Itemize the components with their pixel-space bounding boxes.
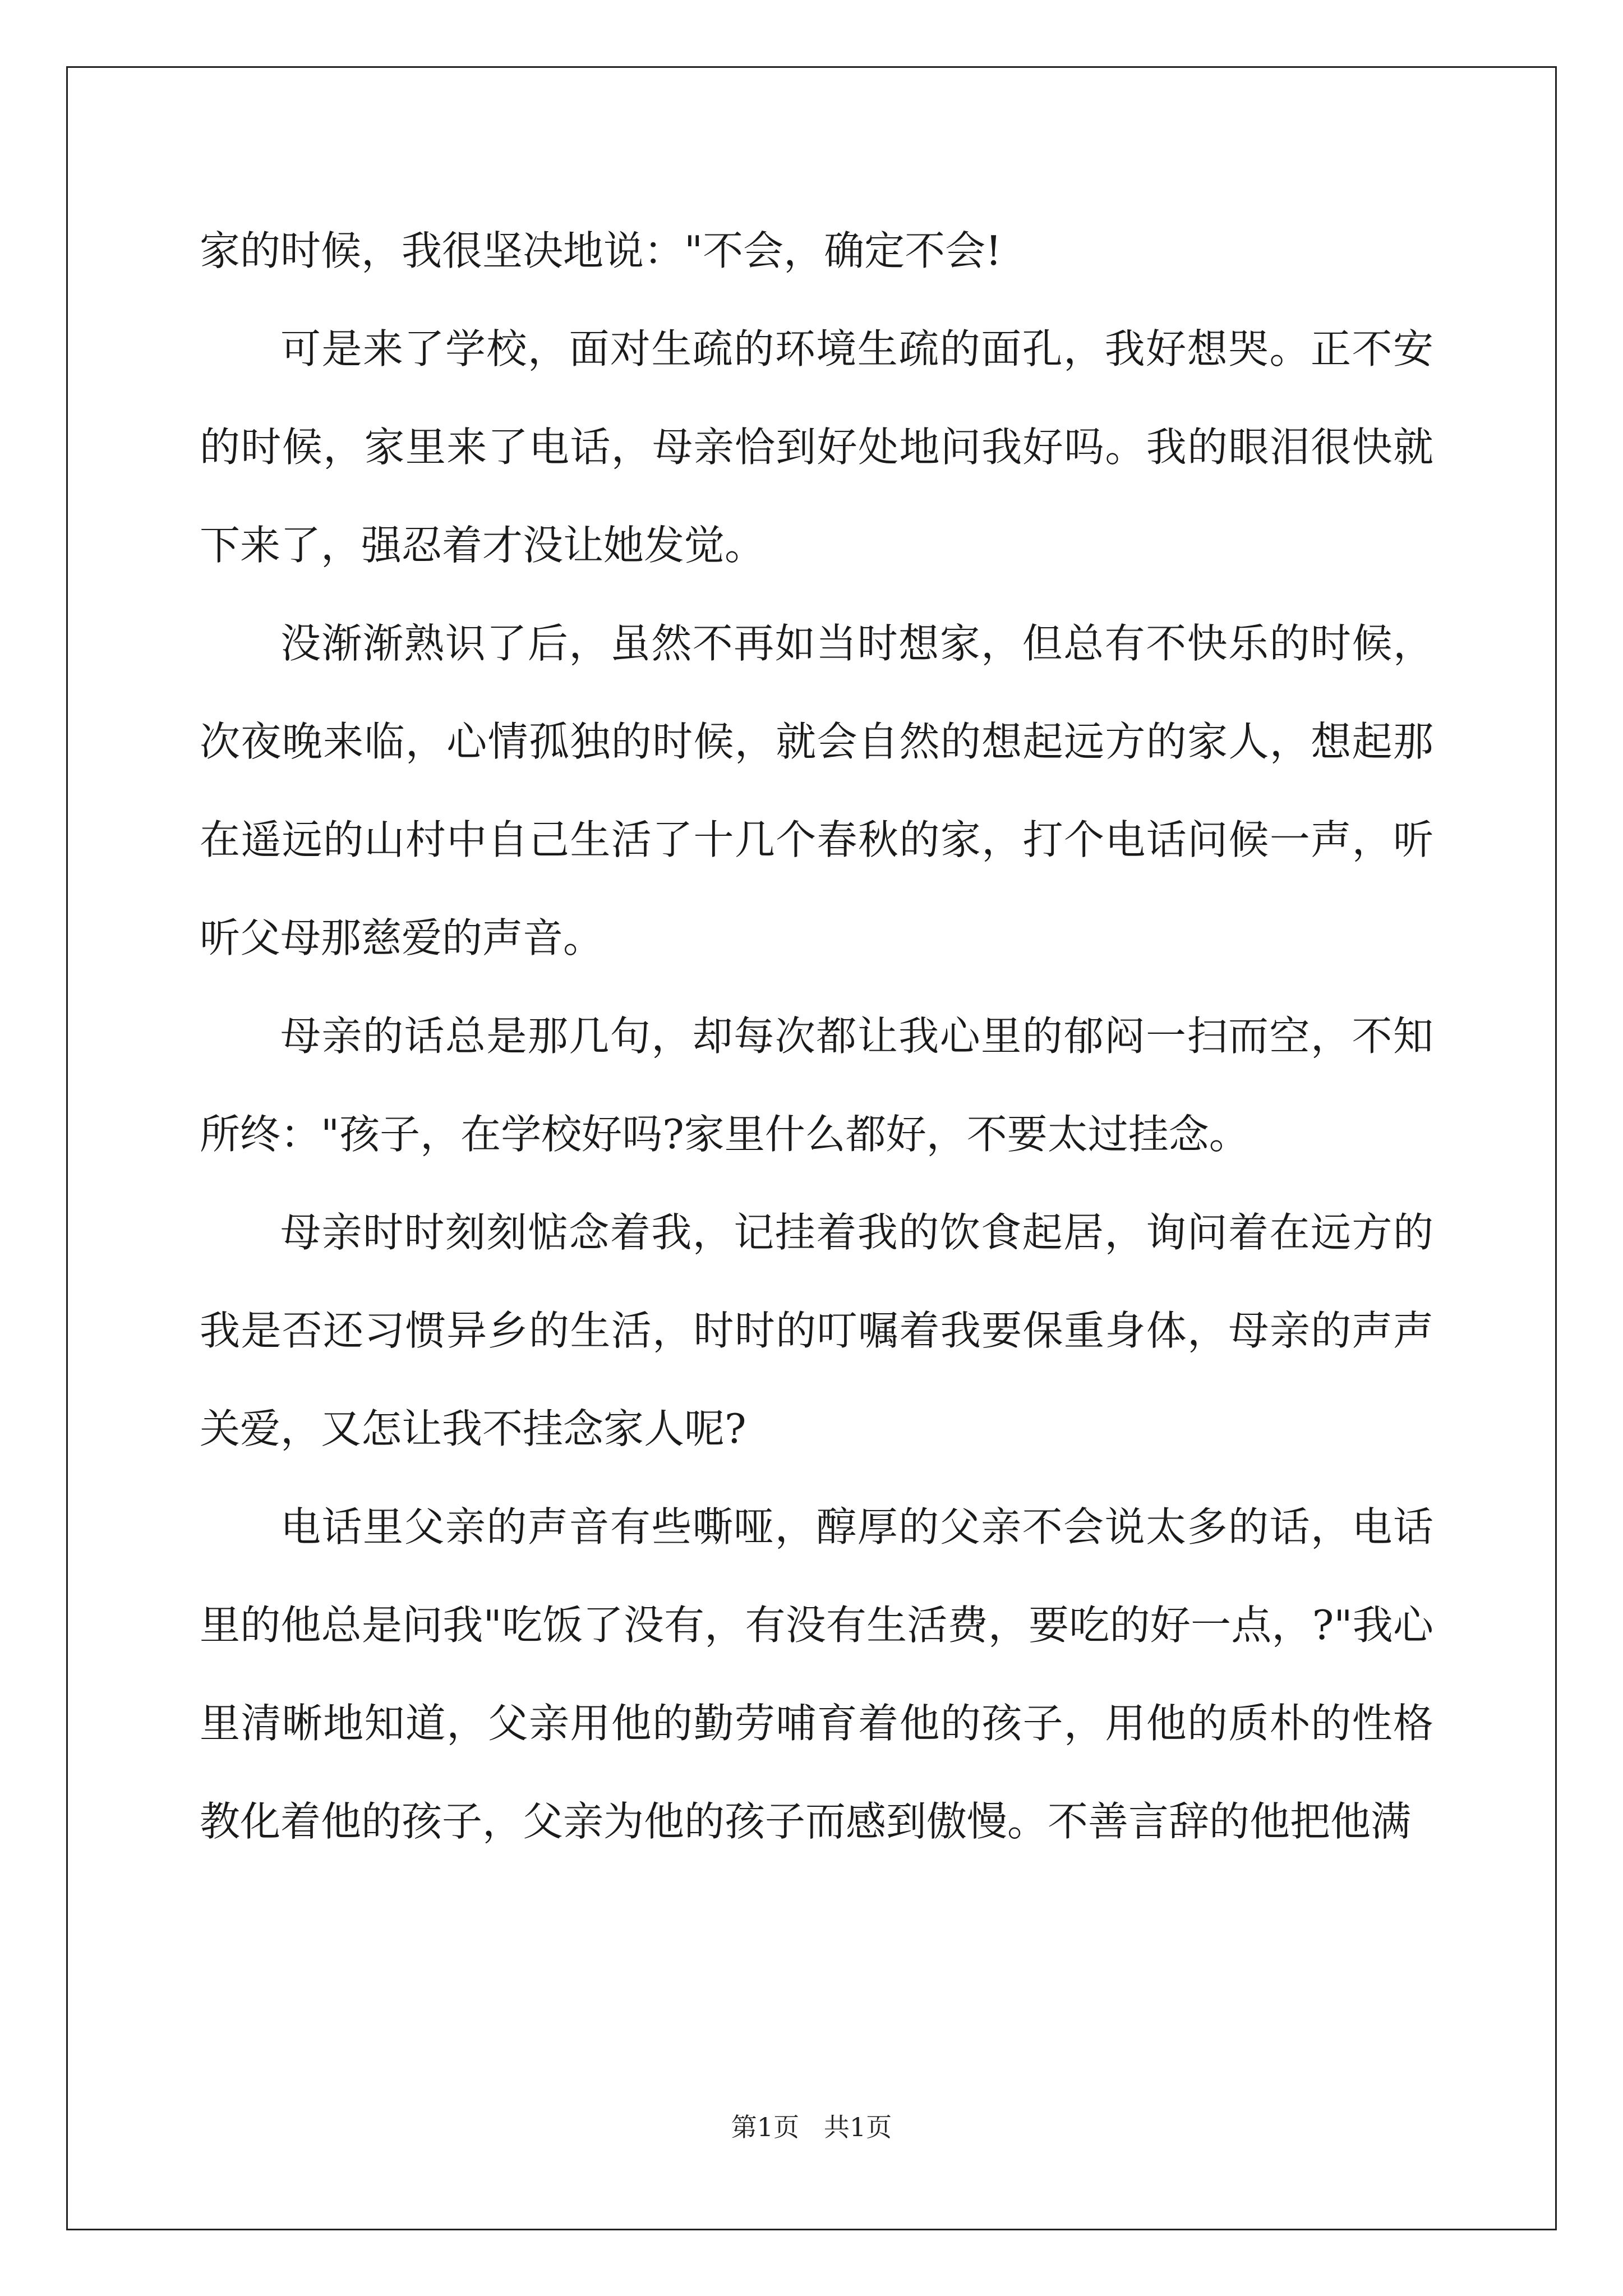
paragraph-1: 家的时候，我很坚决地说："不会，确定不会! [200, 227, 1002, 274]
page-number-footer: 第1页 共1页 [731, 2112, 892, 2142]
paragraph-5: 母亲时时刻刻惦念着我，记挂着我的饮食起居，询问着在远方的我是否还习惯异乡的生活，时时的叮嘱着我要保重身体，母亲的声声关爱，又怎让我不挂念家人呢? [200, 1209, 1433, 1452]
document-body [200, 202, 1433, 1871]
paragraph-6: 电话里父亲的声音有些嘶哑，醇厚的父亲不会说太多的话，电话里的他总是问我"吃饭了没有，有没有生活费，要吃的好一点，?"我心里清晰地知道，父亲用他的勤劳哺育着他的孩子，用他的质朴的性格教化着他的孩子，父亲为他的孩子而感到傲慢。不善言辞的他把他满 [200, 1503, 1433, 1845]
paragraph-4: 母亲的话总是那几句，却每次都让我心里的郁闷一扫而空，不知所终："孩子，在学校好吗?家里什么都好，不要太过挂念。 [200, 1013, 1433, 1158]
paragraph-3: 没渐渐熟识了后，虽然不再如当时想家，但总有不快乐的时候，次夜晚来临，心情孤独的时候，就会自然的想起远方的家人，想起那在遥远的山村中自己生活了十几个春秋的家，打个电话问候一声，听听父母那慈爱的声音。 [200, 620, 1433, 961]
paragraph-2: 可是来了学校，面对生疏的环境生疏的面孔，我好想哭。正不安的时候，家里来了电话，母亲恰到好处地问我好吗。我的眼泪很快就下来了，强忍着才没让她发觉。 [200, 325, 1433, 569]
